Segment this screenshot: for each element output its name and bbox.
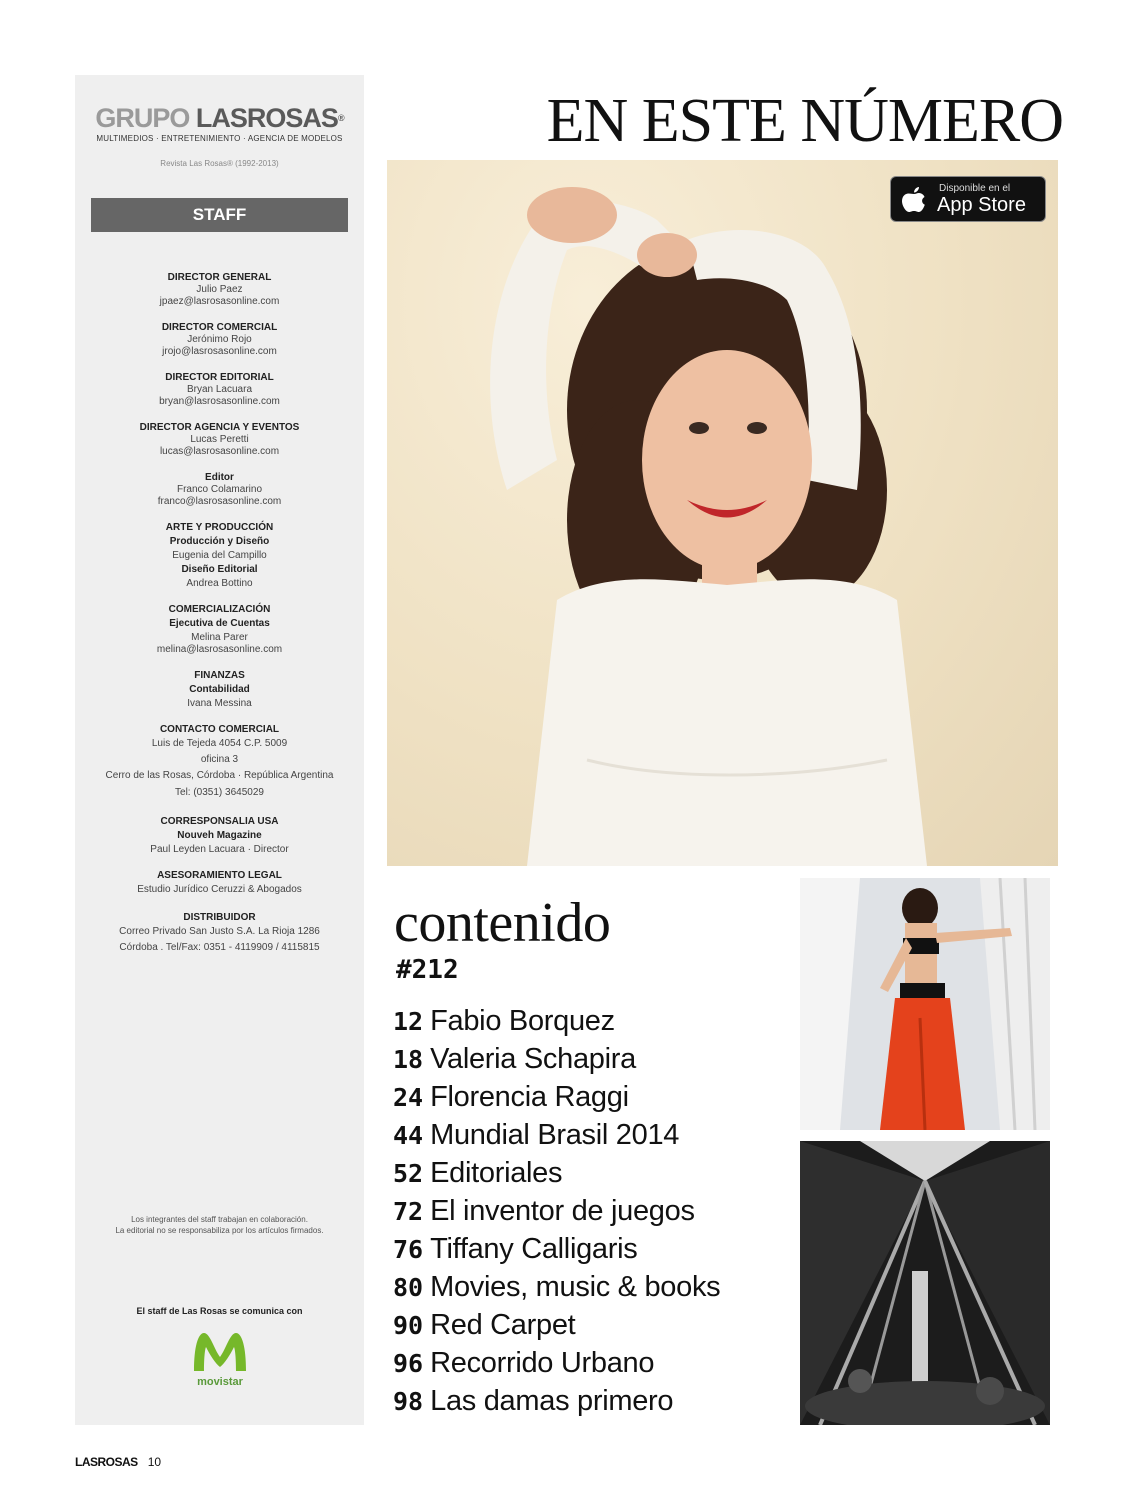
- toc-item[interactable]: [393, 1382, 720, 1420]
- comunica-text: El staff de Las Rosas se comunica con: [136, 1306, 303, 1316]
- credit-group: [75, 911, 364, 956]
- disclaimer-line: La editorial no se responsabiliza por los artículos firmados.: [115, 1226, 324, 1235]
- credit-group: [75, 869, 364, 898]
- credit-line: Cerro de las Rosas, Córdoba · República Argentina: [105, 770, 334, 781]
- credit-line: Estudio Jurídico Ceruzzi & Abogados: [137, 884, 302, 895]
- toc-title: Movies, music & books: [430, 1271, 721, 1303]
- toc-title: Tiffany Calligaris: [430, 1233, 638, 1265]
- credit-group: [75, 603, 364, 656]
- staff-heading: STAFF: [91, 198, 348, 232]
- staff-sidebar: [75, 75, 364, 1425]
- toc-page: 44: [393, 1121, 424, 1150]
- credit-heading: ARTE Y PRODUCCIÓN: [165, 522, 274, 533]
- table-of-contents: [393, 1002, 720, 1420]
- toc-page: 76: [393, 1235, 424, 1264]
- staff-credits: [75, 271, 364, 969]
- disclaimer-line: Los integrantes del staff trabajan en colaboración.: [131, 1215, 308, 1224]
- credit-line: oficina 3: [200, 754, 239, 765]
- toc-item[interactable]: [393, 1230, 720, 1268]
- toc-page: 72: [393, 1197, 424, 1226]
- fashion-photo: [800, 878, 1050, 1130]
- credit-subheading: Ejecutiva de Cuentas: [169, 618, 270, 629]
- credit-line: Franco Colamarino: [176, 484, 263, 495]
- page-number: 10: [147, 1455, 162, 1469]
- revista-note: Revista Las Rosas® (1992-2013): [160, 159, 279, 168]
- credit-email[interactable]: lucas@lasrosasonline.com: [159, 446, 280, 457]
- credit-line: Córdoba . Tel/Fax: 0351 - 4119909 / 4115815: [119, 942, 320, 953]
- credit-group: [75, 421, 364, 458]
- app-store-badge[interactable]: [890, 176, 1046, 222]
- contents-heading: contenido: [394, 892, 611, 954]
- toc-title: Florencia Raggi: [430, 1081, 629, 1113]
- toc-page: 52: [393, 1159, 424, 1188]
- credit-subheading: Producción y Diseño: [169, 536, 270, 547]
- credit-heading: CONTACTO COMERCIAL: [159, 724, 280, 735]
- credit-group: [75, 271, 364, 308]
- credit-email[interactable]: jpaez@lasrosasonline.com: [159, 296, 280, 307]
- credit-group: [75, 723, 364, 802]
- credit-line: Correo Privado San Justo S.A. La Rioja 1286: [119, 926, 320, 937]
- toc-title: Red Carpet: [430, 1309, 576, 1341]
- footer-brand: LASROSAS: [75, 1455, 138, 1469]
- credit-line: Jerónimo Rojo: [187, 334, 252, 345]
- credit-heading: DISTRIBUIDOR: [183, 912, 256, 923]
- cover-photo: [387, 160, 1058, 866]
- toc-item[interactable]: [393, 1002, 720, 1040]
- toc-title: Recorrido Urbano: [430, 1347, 655, 1379]
- toc-page: 96: [393, 1349, 424, 1378]
- credit-heading: DIRECTOR EDITORIAL: [165, 372, 274, 383]
- credit-email[interactable]: melina@lasrosasonline.com: [156, 644, 283, 655]
- credit-line: Luis de Tejeda 4054 C.P. 5009: [151, 738, 288, 749]
- credit-email[interactable]: bryan@lasrosasonline.com: [159, 396, 280, 407]
- model-orange-pants-illustration: [800, 878, 1050, 1130]
- credit-line: Julio Paez: [196, 284, 243, 295]
- toc-title: Las damas primero: [430, 1385, 674, 1417]
- credit-heading: DIRECTOR COMERCIAL: [161, 322, 278, 333]
- credit-group: [75, 471, 364, 508]
- forest-photo: [800, 1141, 1050, 1425]
- credit-heading: COMERCIALIZACIÓN: [168, 604, 271, 615]
- toc-page: 18: [393, 1045, 424, 1074]
- movistar-m-icon: [188, 1327, 252, 1375]
- cover-woman-illustration: [387, 160, 1058, 866]
- toc-title: Valeria Schapira: [430, 1043, 636, 1075]
- page-title: EN ESTE NÚMERO: [546, 87, 1063, 155]
- credit-group: [75, 669, 364, 710]
- forest-trees-illustration: [800, 1141, 1050, 1425]
- app-store-line1: Disponible en el: [939, 183, 1011, 194]
- credit-phone: Tel: (0351) 3645029: [175, 787, 264, 798]
- credit-line: Lucas Peretti: [190, 434, 249, 445]
- toc-item[interactable]: [393, 1306, 720, 1344]
- toc-page: 24: [393, 1083, 424, 1112]
- credit-subheading: Diseño Editorial: [181, 564, 258, 575]
- movistar-logo: [188, 1327, 252, 1391]
- toc-page: 90: [393, 1311, 424, 1340]
- toc-page: 12: [393, 1007, 424, 1036]
- credit-line: Melina Parer: [191, 632, 248, 643]
- logo-lasrosas: LASROSAS: [195, 103, 338, 133]
- logo-grupo: GRUPO: [95, 103, 190, 133]
- credit-heading: CORRESPONSALIA USA: [160, 816, 279, 827]
- grupo-las-rosas-logo: [75, 103, 364, 143]
- toc-item[interactable]: [393, 1268, 720, 1306]
- toc-page: 98: [393, 1387, 424, 1416]
- credit-line: Andrea Bottino: [186, 578, 253, 589]
- toc-item[interactable]: [393, 1116, 720, 1154]
- page-footer: [75, 1455, 161, 1469]
- staff-disclaimer: [75, 1214, 364, 1236]
- credit-line: Eugenia del Campillo: [172, 550, 267, 561]
- credit-line: Paul Leyden Lacuara · Director: [150, 844, 289, 855]
- toc-title: Mundial Brasil 2014: [430, 1119, 680, 1151]
- toc-item[interactable]: [393, 1078, 720, 1116]
- app-store-line2: App Store: [937, 194, 1026, 216]
- issue-number: #212: [396, 955, 459, 985]
- credit-group: [75, 521, 364, 590]
- toc-item[interactable]: [393, 1192, 720, 1230]
- toc-title: Editoriales: [430, 1157, 563, 1189]
- credit-line: Bryan Lacuara: [186, 384, 253, 395]
- credit-heading: DIRECTOR GENERAL: [167, 272, 272, 283]
- credit-group: [75, 321, 364, 358]
- movistar-wordmark: movistar: [197, 1376, 243, 1388]
- toc-item[interactable]: [393, 1040, 720, 1078]
- credit-email[interactable]: jrojo@lasrosasonline.com: [162, 346, 277, 357]
- apple-icon: [901, 185, 927, 213]
- credit-heading: FINANZAS: [194, 670, 245, 681]
- credit-subheading: Nouveh Magazine: [177, 830, 262, 841]
- toc-page: 80: [393, 1273, 424, 1302]
- credit-heading: ASESORAMIENTO LEGAL: [157, 870, 282, 881]
- logo-tagline: MULTIMEDIOS · ENTRETENIMIENTO · AGENCIA DE MODELOS: [96, 134, 343, 143]
- logo-registered: ®: [337, 113, 344, 123]
- credit-group: [75, 815, 364, 856]
- toc-item[interactable]: [393, 1154, 720, 1192]
- credit-group: [75, 371, 364, 408]
- toc-item[interactable]: [393, 1344, 720, 1382]
- toc-title: Fabio Borquez: [430, 1005, 615, 1037]
- credit-subheading: Contabilidad: [189, 684, 250, 695]
- credit-heading: DIRECTOR AGENCIA Y EVENTOS: [139, 422, 300, 433]
- credit-line: Ivana Messina: [187, 698, 252, 709]
- toc-title: El inventor de juegos: [430, 1195, 695, 1227]
- credit-heading: Editor: [205, 472, 234, 483]
- credit-email[interactable]: franco@lasrosasonline.com: [157, 496, 282, 507]
